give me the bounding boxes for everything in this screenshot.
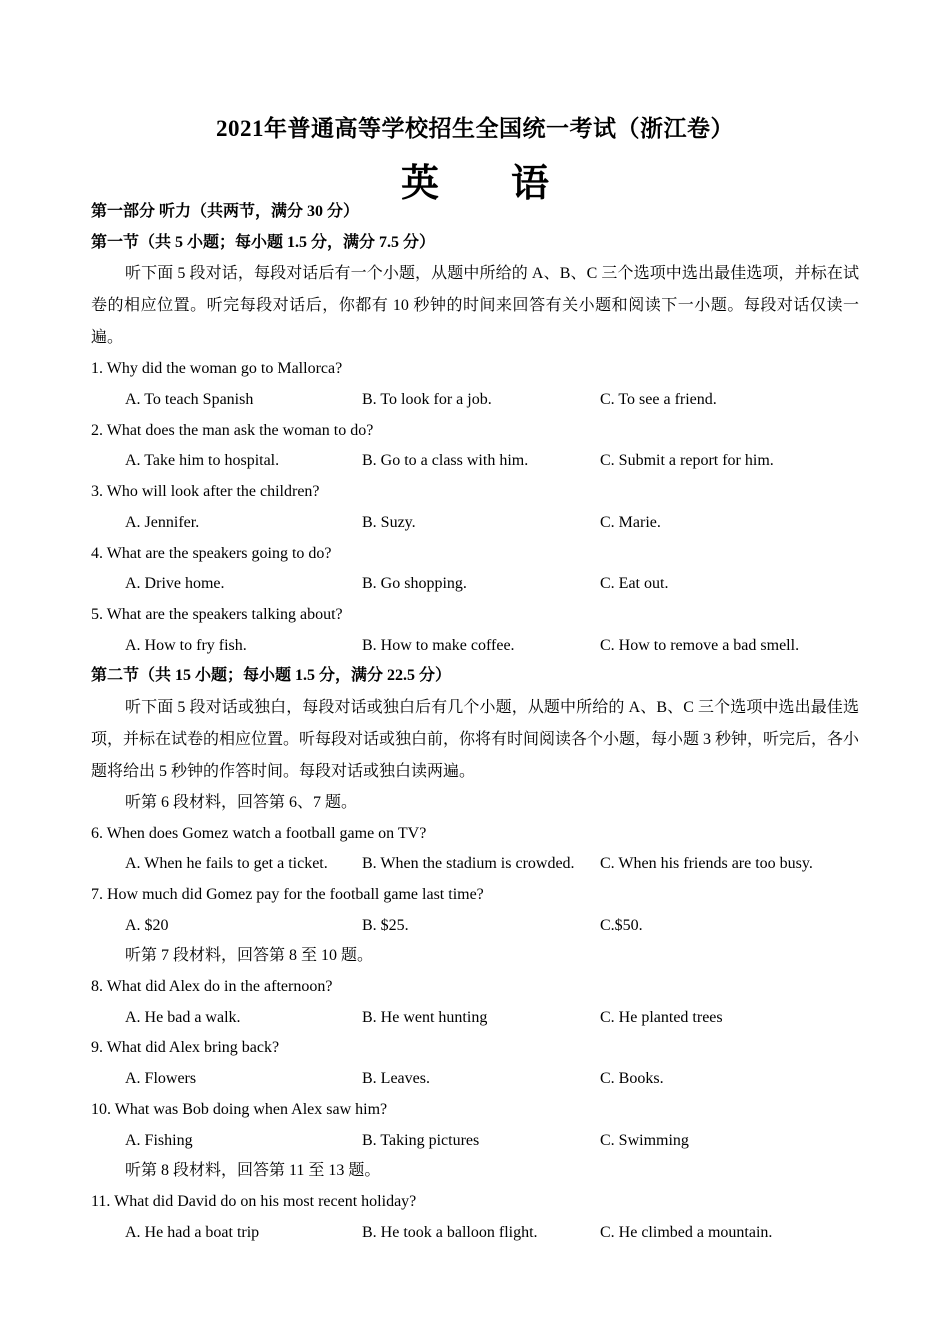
options-row <box>91 1126 859 1157</box>
options-row <box>91 1218 859 1249</box>
options-row <box>91 849 859 880</box>
question: 4. What are the speakers going to do? <box>91 544 332 562</box>
question: 6. When does Gomez watch a football game on TV? <box>91 824 427 842</box>
options-row <box>91 508 859 539</box>
option-b: B. When the stadium is crowded. <box>362 855 575 873</box>
option-c: C.$50. <box>600 916 643 934</box>
option-b: B. Suzy. <box>362 513 416 531</box>
question: 5. What are the speakers talking about? <box>91 605 343 623</box>
material-note: 听第 7 段材料，回答第 8 至 10 题。 <box>125 947 374 965</box>
material-note: 听第 6 段材料，回答第 6、7 题。 <box>125 793 358 811</box>
question: 2. What does the man ask the woman to do? <box>91 421 374 439</box>
option-a: A. He had a boat trip <box>125 1223 260 1241</box>
option-a: A. Fishing <box>125 1131 193 1149</box>
option-b: B. Taking pictures <box>362 1131 480 1149</box>
option-a: A. $20 <box>125 916 169 934</box>
option-b: B. He took a balloon flight. <box>362 1223 538 1241</box>
option-b: B. Go shopping. <box>362 575 467 593</box>
section-heading: 第二节（共 15 小题；每小题 1.5 分，满分 22.5 分） <box>91 667 452 685</box>
option-b: B. Go to a class with him. <box>362 452 529 470</box>
option-c: C. Marie. <box>600 513 661 531</box>
subject-char-1: 英 <box>400 163 439 205</box>
option-c: C. To see a friend. <box>600 391 717 409</box>
question: 9. What did Alex bring back? <box>91 1039 280 1057</box>
option-a: A. Flowers <box>125 1070 197 1088</box>
section-instructions: 听下面 5 段对话或独白，每段对话或独白后有几个小题，从题中所给的 A、B、C 三个选项中选出最佳选项，并标在试卷的相应位置。听每段对话或独白前，你将有时间阅读各个小题，每小题 3 秒钟，听完后，各小题将给出 5 秒钟的作答时间。每段对话或独白读两遍。 <box>91 698 860 780</box>
option-a: A. Jennifer. <box>125 513 200 531</box>
option-c: C. Swimming <box>600 1131 689 1149</box>
option-c: C. How to remove a bad smell. <box>600 636 800 654</box>
option-a: A. Take him to hospital. <box>125 452 280 470</box>
option-b: B. $25. <box>362 916 409 934</box>
option-a: A. When he fails to get a ticket. <box>125 855 328 873</box>
option-c: C. Eat out. <box>600 575 669 593</box>
option-a: A. Drive home. <box>125 575 225 593</box>
option-b: B. He went hunting <box>362 1008 488 1026</box>
question: 10. What was Bob doing when Alex saw him? <box>91 1100 388 1118</box>
options-row <box>91 631 859 662</box>
question: 11. What did David do on his most recent holiday? <box>91 1192 417 1210</box>
option-c: C. He climbed a mountain. <box>600 1223 773 1241</box>
option-a: A. He bad a walk. <box>125 1008 241 1026</box>
option-b: B. Leaves. <box>362 1070 430 1088</box>
question: 1. Why did the woman go to Mallorca? <box>91 360 343 378</box>
section-heading: 第一节（共 5 小题；每小题 1.5 分，满分 7.5 分） <box>91 233 436 251</box>
exam-title: 2021年普通高等学校招生全国统一考试（浙江卷） <box>216 116 734 141</box>
option-b: B. How to make coffee. <box>362 636 515 654</box>
option-a: A. How to fry fish. <box>125 636 247 654</box>
option-b: B. To look for a job. <box>362 391 492 409</box>
options-row <box>91 1064 859 1095</box>
option-c: C. Books. <box>600 1070 664 1088</box>
question: 3. Who will look after the children? <box>91 483 320 501</box>
option-a: A. To teach Spanish <box>125 391 254 409</box>
section-instructions: 听下面 5 段对话，每段对话后有一个小题，从题中所给的 A、B、C 三个选项中选出最佳选项，并标在试卷的相应位置。听完每段对话后，你都有 10 秒钟的时间来回答有关小题和阅读下一小题。每段对话仅读一遍。 <box>91 265 859 347</box>
options-row <box>91 446 859 477</box>
question: 8. What did Alex do in the afternoon? <box>91 978 333 996</box>
options-row <box>91 1003 859 1034</box>
options-row <box>91 911 859 942</box>
exam-content <box>91 197 859 1248</box>
question: 7. How much did Gomez pay for the football game last time? <box>91 886 484 903</box>
option-c: C. When his friends are too busy. <box>600 855 813 873</box>
material-note: 听第 8 段材料，回答第 11 至 13 题。 <box>125 1162 381 1180</box>
subject-char-2: 语 <box>511 163 550 205</box>
option-c: C. Submit a report for him. <box>600 452 774 470</box>
options-row <box>91 569 859 600</box>
options-row <box>91 385 859 416</box>
option-c: C. He planted trees <box>600 1008 723 1026</box>
part-heading: 第一部分 听力（共两节，满分 30 分） <box>91 203 360 220</box>
